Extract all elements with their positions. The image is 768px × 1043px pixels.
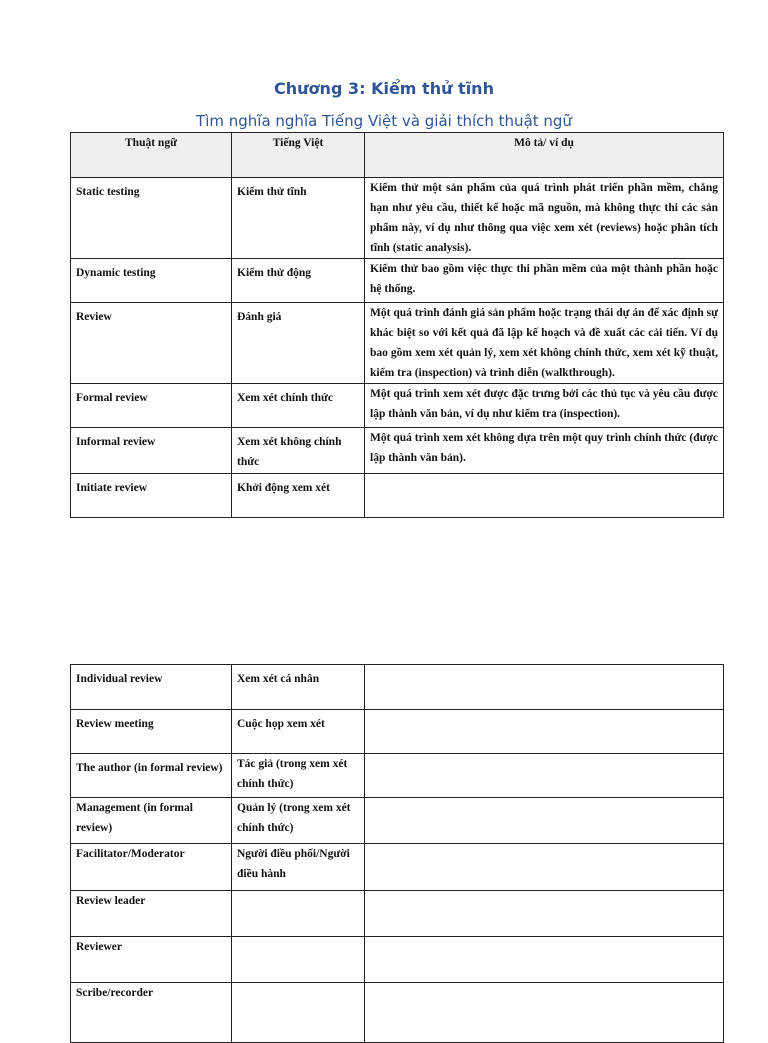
term-cell: Review meeting [71,710,232,754]
description-cell: Một quá trình xem xét được đặc trưng bởi các thủ tục và yêu cầu được lập thành văn bản, ví dụ như kiểm tra (inspection). [365,384,724,428]
vietnamese-cell: Tác giả (trong xem xét chính thức) [232,754,365,798]
term-cell: Formal review [71,384,232,428]
term-cell: Dynamic testing [71,259,232,303]
term-cell: Individual review [71,665,232,710]
term-cell: Review leader [71,891,232,937]
table-row [71,891,724,937]
description-cell [365,665,724,710]
table-row [71,384,724,428]
table-row [71,474,724,518]
table-row [71,178,724,259]
description-cell [365,710,724,754]
description-cell [365,983,724,1043]
table-header-row [71,133,724,178]
term-cell: Reviewer [71,937,232,983]
vietnamese-cell: Quản lý (trong xem xét chính thức) [232,798,365,844]
description-cell [365,891,724,937]
table-row [71,710,724,754]
header-term: Thuật ngữ [71,133,232,178]
description-cell [365,798,724,844]
description-cell: Một quá trình xem xét không dựa trên một quy trình chính thức (được lập thành văn bản). [365,428,724,474]
term-cell: Initiate review [71,474,232,518]
table-row [71,428,724,474]
description-cell [365,474,724,518]
chapter-title: Chương 3: Kiểm thử tĩnh [274,79,494,98]
vietnamese-cell [232,891,365,937]
description-cell [365,754,724,798]
term-cell: The author (in formal review) [71,754,232,798]
terms-table-2 [70,664,724,1043]
term-cell: Scribe/recorder [71,983,232,1043]
vietnamese-cell: Xem xét cá nhân [232,665,365,710]
vietnamese-cell: Kiểm thử tĩnh [232,178,365,259]
table-row [71,798,724,844]
table-row [71,844,724,891]
term-cell: Static testing [71,178,232,259]
vietnamese-cell: Người điều phối/Người điều hành [232,844,365,891]
description-cell [365,844,724,891]
table-row [71,983,724,1043]
term-cell: Review [71,303,232,384]
header-description: Mô tả/ ví dụ [365,133,724,178]
vietnamese-cell: Xem xét chính thức [232,384,365,428]
table-row [71,754,724,798]
vietnamese-cell: Kiểm thử động [232,259,365,303]
term-cell: Facilitator/Moderator [71,844,232,891]
vietnamese-cell [232,937,365,983]
description-cell: Kiểm thử bao gồm việc thực thi phần mềm của một thành phần hoặc hệ thống. [365,259,724,303]
term-cell: Informal review [71,428,232,474]
term-cell: Management (in formal review) [71,798,232,844]
table-row [71,937,724,983]
description-cell [365,937,724,983]
terms-table-1 [70,132,724,518]
vietnamese-cell [232,983,365,1043]
table-row [71,665,724,710]
header-vietnamese: Tiếng Việt [232,133,365,178]
vietnamese-cell: Cuộc họp xem xét [232,710,365,754]
description-cell: Kiểm thử một sản phẩm của quá trình phát triển phần mềm, chẳng hạn như yêu cầu, thiết kế hoặc mã nguồn, mà không thực thi các sản phẩm này, ví dụ như thông qua việc xem xét (reviews) hoặc phân tích tĩnh (static analysis). [365,178,724,259]
page-subtitle: Tìm nghĩa nghĩa Tiếng Việt và giải thích thuật ngữ [196,112,572,130]
description-cell: Một quá trình đánh giá sản phẩm hoặc trạng thái dự án để xác định sự khác biệt so với kết quả đã lập kế hoạch và đề xuất các cải tiến. Ví dụ bao gồm xem xét quản lý, xem xét không chính thức, xem xét kỹ thuật, kiểm tra (inspection) và trình diễn (walkthrough). [365,303,724,384]
vietnamese-cell: Xem xét không chính thức [232,428,365,474]
vietnamese-cell: Khởi động xem xét [232,474,365,518]
vietnamese-cell: Đánh giá [232,303,365,384]
table-row [71,259,724,303]
table-row [71,303,724,384]
